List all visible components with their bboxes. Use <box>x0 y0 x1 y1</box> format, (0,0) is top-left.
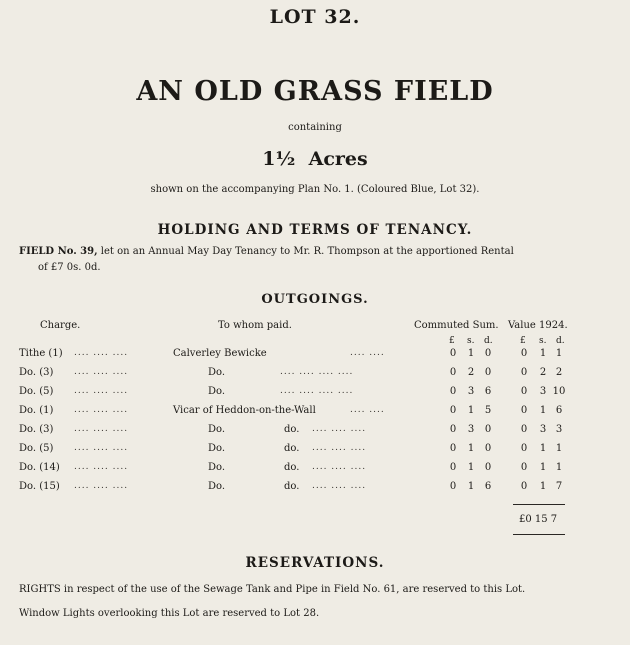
leader-dots: .... .... .... <box>74 462 129 472</box>
leader-dots: .... .... <box>350 405 385 415</box>
row-paid-to: Vicar of Heddon-on-the-Wall <box>173 405 316 416</box>
commuted-amount: 0 <box>449 367 457 378</box>
value-amount: 3 <box>539 424 547 435</box>
leader-dots: .... .... .... <box>74 405 129 415</box>
leader-dots: .... .... .... <box>312 481 367 491</box>
total-value: £0 15 7 <box>519 514 558 525</box>
acreage <box>0 148 630 170</box>
total-rule-top <box>513 504 565 505</box>
reservations-heading: RESERVATIONS. <box>245 555 385 571</box>
header-value: Value 1924. <box>508 320 568 331</box>
value-amount: 1 <box>555 462 563 473</box>
commuted-amount: 1 <box>467 443 475 454</box>
leader-dots: .... .... .... <box>74 348 129 358</box>
commuted-amount: 0 <box>484 348 492 359</box>
row-ditto: do. <box>284 462 300 473</box>
leader-dots: .... .... .... .... <box>280 367 354 377</box>
commuted-pence-label: d. <box>484 336 493 346</box>
commuted-amount: 0 <box>449 386 457 397</box>
row-paid-to: Do. <box>208 386 226 397</box>
commuted-amount: 0 <box>449 405 457 416</box>
commuted-amount: 3 <box>467 386 475 397</box>
commuted-amount: 1 <box>467 348 475 359</box>
value-amount: 6 <box>555 405 563 416</box>
commuted-amount: 5 <box>484 405 492 416</box>
leader-dots: .... .... .... <box>312 424 367 434</box>
field-description <box>19 246 514 257</box>
row-paid-to: Do. <box>208 367 226 378</box>
value-amount: 1 <box>555 443 563 454</box>
header-charge: Charge. <box>40 320 81 331</box>
value-amount: 1 <box>539 443 547 454</box>
commuted-amount: 1 <box>467 405 475 416</box>
commuted-shilling-label: s. <box>467 336 475 346</box>
row-ditto: do. <box>284 481 300 492</box>
value-amount: 0 <box>520 367 528 378</box>
field-lead: FIELD No. 39, <box>19 246 98 257</box>
commuted-amount: 3 <box>467 424 475 435</box>
value-amount: 10 <box>552 386 566 397</box>
row-paid-to: Do. <box>208 481 226 492</box>
row-charge: Do. (14) <box>19 462 60 473</box>
leader-dots: .... .... .... <box>312 443 367 453</box>
commuted-amount: 6 <box>484 481 492 492</box>
containing-label: containing <box>288 122 342 133</box>
field-rental: of £7 0s. 0d. <box>38 262 101 273</box>
value-pound-label: £ <box>520 336 526 346</box>
leader-dots: .... .... .... <box>312 462 367 472</box>
value-amount: 2 <box>539 367 547 378</box>
lot-number: LOT 32. <box>269 6 361 28</box>
row-charge: Do. (15) <box>19 481 60 492</box>
value-amount: 0 <box>520 386 528 397</box>
row-paid-to: Do. <box>208 443 226 454</box>
acreage-unit: Acres <box>308 148 368 170</box>
value-amount: 7 <box>555 481 563 492</box>
value-amount: 1 <box>539 405 547 416</box>
reservation-rights: RIGHTS in respect of the use of the Sewage Tank and Pipe in Field No. 61, are reserved to this Lot. <box>19 584 526 595</box>
value-amount: 3 <box>555 424 563 435</box>
row-ditto: do. <box>284 424 300 435</box>
commuted-amount: 0 <box>484 443 492 454</box>
commuted-pound-label: £ <box>449 336 455 346</box>
leader-dots: .... .... .... <box>74 481 129 491</box>
row-paid-to: Do. <box>208 462 226 473</box>
value-amount: 1 <box>539 481 547 492</box>
commuted-amount: 0 <box>449 424 457 435</box>
commuted-amount: 1 <box>467 481 475 492</box>
value-amount: 0 <box>520 443 528 454</box>
value-amount: 1 <box>539 348 547 359</box>
commuted-amount: 0 <box>484 367 492 378</box>
row-paid-to: Do. <box>208 424 226 435</box>
leader-dots: .... .... .... <box>74 386 129 396</box>
value-amount: 3 <box>539 386 547 397</box>
acreage-number: 1½ <box>262 148 296 170</box>
header-commuted: Commuted Sum. <box>414 320 499 331</box>
value-amount: 0 <box>520 462 528 473</box>
value-amount: 0 <box>520 348 528 359</box>
commuted-amount: 0 <box>449 462 457 473</box>
commuted-amount: 1 <box>467 462 475 473</box>
row-charge: Do. (5) <box>19 443 54 454</box>
reservation-window-lights: Window Lights overlooking this Lot are reserved to Lot 28. <box>19 608 320 619</box>
commuted-amount: 0 <box>484 462 492 473</box>
commuted-amount: 0 <box>449 443 457 454</box>
value-amount: 0 <box>520 405 528 416</box>
row-charge: Do. (3) <box>19 367 54 378</box>
commuted-amount: 0 <box>484 424 492 435</box>
value-amount: 2 <box>555 367 563 378</box>
commuted-amount: 0 <box>449 481 457 492</box>
commuted-amount: 2 <box>467 367 475 378</box>
page-title: AN OLD GRASS FIELD <box>136 76 494 107</box>
row-charge: Do. (1) <box>19 405 54 416</box>
value-pence-label: d. <box>556 336 565 346</box>
row-charge: Do. (3) <box>19 424 54 435</box>
holding-heading: HOLDING AND TERMS OF TENANCY. <box>157 222 473 238</box>
row-paid-to: Calverley Bewicke <box>173 348 267 359</box>
leader-dots: .... .... .... .... <box>280 386 354 396</box>
value-amount: 0 <box>520 481 528 492</box>
row-ditto: do. <box>284 443 300 454</box>
value-amount: 1 <box>555 348 563 359</box>
row-charge: Do. (5) <box>19 386 54 397</box>
row-charge: Tithe (1) <box>19 348 63 359</box>
outgoings-heading: OUTGOINGS. <box>261 292 369 307</box>
leader-dots: .... .... .... <box>74 367 129 377</box>
value-amount: 0 <box>520 424 528 435</box>
commuted-amount: 0 <box>449 348 457 359</box>
leader-dots: .... .... <box>350 348 385 358</box>
commuted-amount: 6 <box>484 386 492 397</box>
field-text: let on an Annual May Day Tenancy to Mr. R. Thompson at the apportioned Rental <box>97 246 514 257</box>
plan-reference: shown on the accompanying Plan No. 1. (Coloured Blue, Lot 32). <box>150 184 480 195</box>
leader-dots: .... .... .... <box>74 443 129 453</box>
value-shilling-label: s. <box>539 336 547 346</box>
header-paid: To whom paid. <box>218 320 292 331</box>
value-amount: 1 <box>539 462 547 473</box>
total-rule-bottom <box>513 534 565 535</box>
leader-dots: .... .... .... <box>74 424 129 434</box>
